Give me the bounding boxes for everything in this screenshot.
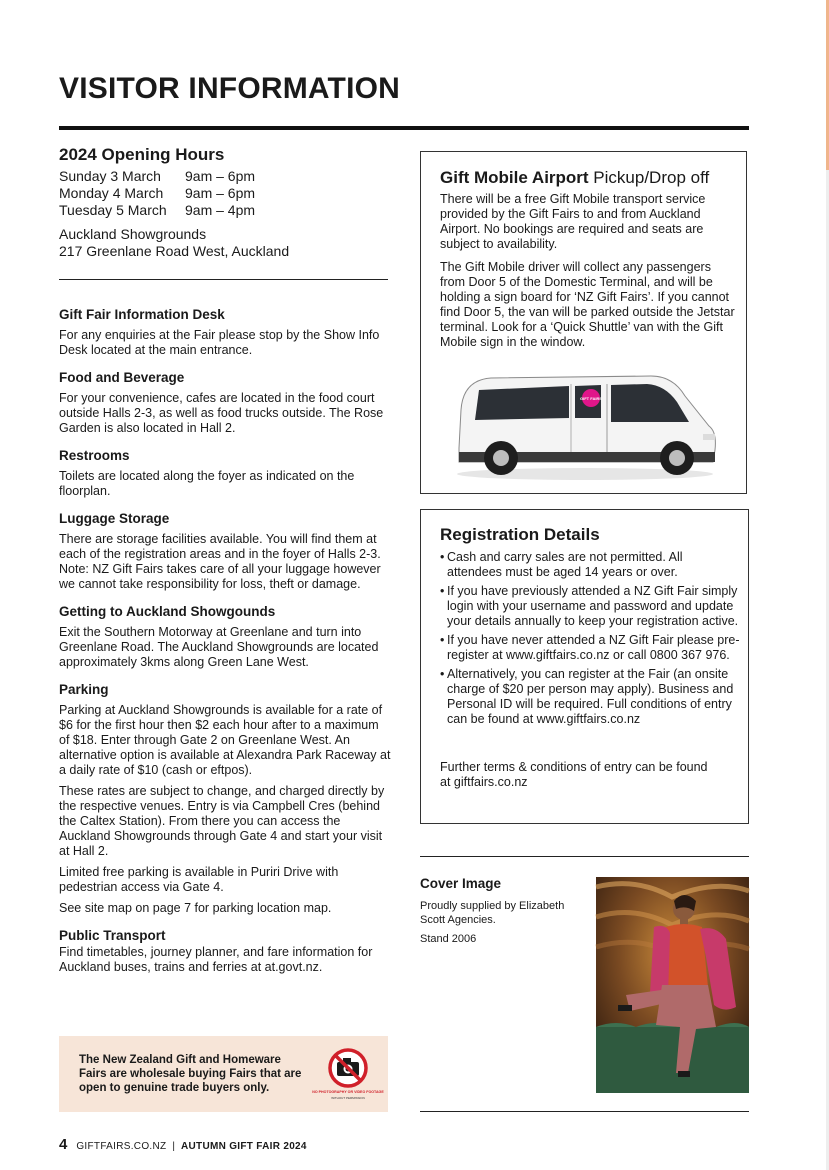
registration-heading: Registration Details bbox=[440, 525, 600, 544]
footer-site: GIFTFAIRS.CO.NZ bbox=[76, 1141, 167, 1152]
registration-note: Further terms & conditions of entry can be found at giftfairs.co.nz bbox=[440, 760, 708, 789]
airport-text: There will be a free Gift Mobile transport service provided by the Gift Fairs to and from Auckland Airport. No bookings are required and seats are subject to availability. bbox=[440, 192, 706, 251]
luggage-text: There are storage facilities available. You will find them at each of the registration areas and in the foyer of Halls 2-3. Note: NZ Gift Fairs takes care of all your luggage however we cannot take responsibility for loss, theft or damage. bbox=[59, 532, 381, 591]
registration-item-text: If you have never attended a NZ Gift Fair please pre-register at www.giftfairs.co.nz or call 0800 367 976. bbox=[447, 633, 740, 662]
parking-text: Limited free parking is available in Puriri Drive with pedestrian access via Gate 4. bbox=[59, 865, 339, 894]
restrooms-section bbox=[59, 448, 392, 499]
hours-row bbox=[59, 202, 255, 219]
registration-item bbox=[440, 667, 740, 727]
airport-text: The Gift Mobile driver will collect any passengers from Door 5 of the Domestic Terminal, and will be holding a sign board for ‘NZ Gift Fairs’. If you cannot find Door 5, the van will be parked outside the Jetstar terminal. Look for a ‘Quick Shuttle’ van with the Gift Mobile sign in the window. bbox=[440, 260, 735, 349]
cover-image-stand: Stand 2006 bbox=[420, 933, 477, 945]
no-photography-subcaption: WITHOUT PERMISSION bbox=[331, 1096, 365, 1100]
info-desk-text: For any enquiries at the Fair please stop by the Show Info Desk located at the main entrance. bbox=[59, 328, 380, 357]
registration-item bbox=[440, 584, 740, 629]
hours-day: Tuesday 5 March bbox=[59, 202, 167, 218]
hours-day: Sunday 3 March bbox=[59, 168, 161, 184]
bullet: • bbox=[440, 550, 445, 564]
registration-item bbox=[440, 633, 740, 663]
hours-time: 9am – 4pm bbox=[185, 202, 256, 218]
opening-hours-table bbox=[59, 168, 255, 219]
bullet: • bbox=[440, 633, 445, 647]
venue-block bbox=[59, 226, 289, 260]
bullet: • bbox=[440, 667, 445, 681]
trade-only-notice bbox=[59, 1036, 388, 1112]
parking-text: Parking at Auckland Showgrounds is available for a rate of $6 for the first hour then $2 each hour after to a maximum of $18. Enter through Gate 2 on Greenlane West. An alternative option is available at Alexandra Park Raceway at a daily rate of $10 (cash or eftpos). bbox=[59, 703, 391, 777]
cover-divider-bottom bbox=[420, 1111, 749, 1112]
food-heading: Food and Beverage bbox=[59, 370, 185, 385]
venue-address: 217 Greenlane Road West, Auckland bbox=[59, 243, 290, 259]
opening-hours-heading: 2024 Opening Hours bbox=[59, 145, 225, 164]
hours-row bbox=[59, 185, 255, 202]
parking-text: These rates are subject to change, and charged directly by the respective venues. Entry is via Campbell Cres (behind the Caltex Station). From there you can access the Auckland Showgrounds through Gate 4 and start your visit at Hall 2. bbox=[59, 784, 385, 858]
transport-section bbox=[59, 928, 392, 975]
airport-heading-rest: Pickup/Drop off bbox=[588, 168, 710, 187]
transport-text: Find timetables, journey planner, and fare information for Auckland buses, trains and ferries at at.govt.nz. bbox=[59, 945, 373, 974]
registration-item-text: Alternatively, you can register at the Fair (an onsite charge of $20 per person may apply). Business and Personal ID will be required. Full conditions of entry can be found at www.giftfairs.co.nz bbox=[447, 667, 734, 726]
info-desk-heading: Gift Fair Information Desk bbox=[59, 307, 225, 322]
bullet: • bbox=[440, 584, 445, 598]
cover-image-heading: Cover Image bbox=[420, 876, 502, 891]
cover-photo bbox=[596, 877, 749, 1093]
trade-only-notice-text: The New Zealand Gift and Homeware Fairs are wholesale buying Fairs that are open to genuine trade buyers only. bbox=[79, 1054, 302, 1094]
page-number: 4 bbox=[59, 1136, 68, 1153]
registration-item bbox=[440, 550, 740, 580]
hours-row bbox=[59, 168, 255, 185]
food-text: For your convenience, cafes are located in the food court outside Halls 2-3, as well as food trucks outside. The Rose Garden is also located in Hall 2. bbox=[59, 391, 384, 435]
registration-list bbox=[440, 550, 740, 731]
info-sections bbox=[59, 307, 392, 987]
shuttle-van-image bbox=[451, 370, 719, 482]
no-photography-caption: NO PHOTOGRAPHY OR VIDEO FOOTAGE bbox=[312, 1090, 384, 1094]
title-rule bbox=[59, 126, 749, 130]
cover-image-credit: Proudly supplied by Elizabeth Scott Agencies. bbox=[420, 900, 565, 926]
page-footer bbox=[59, 1136, 307, 1153]
footer-separator: | bbox=[172, 1141, 176, 1152]
airport-heading-bold: Gift Mobile Airport bbox=[440, 168, 589, 187]
hours-time: 9am – 6pm bbox=[185, 185, 256, 201]
restrooms-text: Toilets are located along the foyer as indicated on the floorplan. bbox=[59, 469, 355, 498]
luggage-section bbox=[59, 511, 392, 592]
getting-there-section bbox=[59, 604, 392, 670]
page-title: VISITOR INFORMATION bbox=[59, 72, 401, 105]
no-photography-icon bbox=[312, 1046, 384, 1106]
parking-heading: Parking bbox=[59, 682, 109, 697]
transport-heading: Public Transport bbox=[59, 928, 166, 943]
airport-heading bbox=[440, 168, 709, 188]
registration-item-text: If you have previously attended a NZ Gift Fair simply login with your username and password and update your details annually to keep your registration active. bbox=[447, 584, 739, 628]
van-logo-text: GIFT FAIRS bbox=[580, 396, 602, 401]
airport-shuttle-box bbox=[420, 151, 747, 494]
luggage-heading: Luggage Storage bbox=[59, 511, 170, 526]
food-section bbox=[59, 370, 392, 436]
getting-there-text: Exit the Southern Motorway at Greenlane and turn into Greenlane Road. The Auckland Showgrounds are located approximately 3kms along Green Lane West. bbox=[59, 625, 379, 669]
parking-map-reference: See site map on page 7 for parking location map. bbox=[59, 901, 332, 915]
registration-box bbox=[420, 509, 749, 824]
cover-divider-top bbox=[420, 856, 749, 857]
parking-section bbox=[59, 682, 392, 916]
hours-time: 9am – 6pm bbox=[185, 168, 256, 184]
footer-issue: AUTUMN GIFT FAIR 2024 bbox=[181, 1141, 307, 1152]
getting-there-heading: Getting to Auckland Showgounds bbox=[59, 604, 276, 619]
hours-day: Monday 4 March bbox=[59, 185, 164, 201]
restrooms-heading: Restrooms bbox=[59, 448, 130, 463]
section-divider bbox=[59, 279, 388, 280]
venue-name: Auckland Showgrounds bbox=[59, 226, 207, 242]
info-desk-section bbox=[59, 307, 392, 358]
registration-item-text: Cash and carry sales are not permitted. All attendees must be aged 14 years or over. bbox=[447, 550, 683, 579]
